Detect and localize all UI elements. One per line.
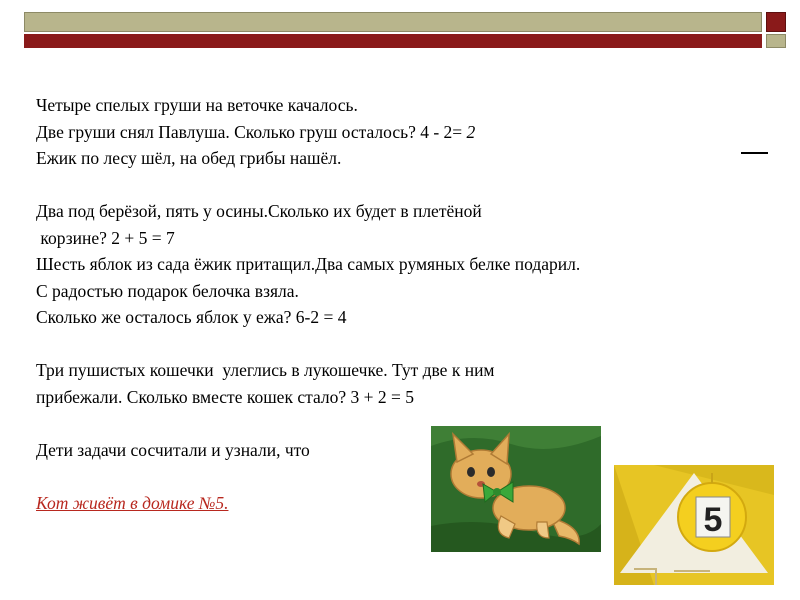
text-line: Два под берёзой, пять у осины.Сколько их будет в плетёной (36, 201, 482, 221)
house-number: 5 (703, 501, 723, 539)
text-line-main: Две груши снял Павлуша. Сколько груш осталось? 4 - 2= (36, 121, 467, 142)
header-red-square (766, 12, 786, 32)
text-line: прибежали. Сколько вместе кошек стало? 3 + 2 = 5 (36, 386, 414, 407)
final-answer-link[interactable]: Кот живёт в домике №5. (36, 492, 229, 513)
house-number-photo (614, 465, 774, 585)
text-line: Ежик по лесу шёл, на обед грибы нашёл. (36, 148, 342, 168)
header-olive-square (766, 34, 786, 48)
header-olive-bar (24, 12, 762, 32)
blank-line (36, 410, 756, 437)
cat-illustration (431, 426, 601, 552)
house-illustration (614, 465, 774, 585)
text-line: Шесть яблок из сада ёжик притащил.Два самых румяных белке подарил. (36, 254, 581, 274)
text-line (36, 119, 756, 146)
pear-answer: 2 (466, 121, 476, 142)
blank-line (36, 331, 756, 358)
blank-line (36, 172, 756, 199)
text-line: С радостью подарок белочка взяла. (36, 280, 299, 301)
text-line: Дети задачи сосчитали и узнали, что (36, 439, 310, 460)
riddle-text-block (36, 92, 756, 516)
text-line: корзине? 2 + 5 = 7 (36, 227, 175, 248)
text-line: Сколько же осталось яблок у ежа? 6-2 = 4 (36, 307, 347, 327)
text-line: Четыре спелых груши на веточке качалось. (36, 95, 358, 115)
text-line: Три пушистых кошечки улеглись в лукошечке. Тут две к ним (36, 360, 495, 380)
header-red-bar (24, 34, 762, 48)
cat-photo (431, 426, 601, 552)
